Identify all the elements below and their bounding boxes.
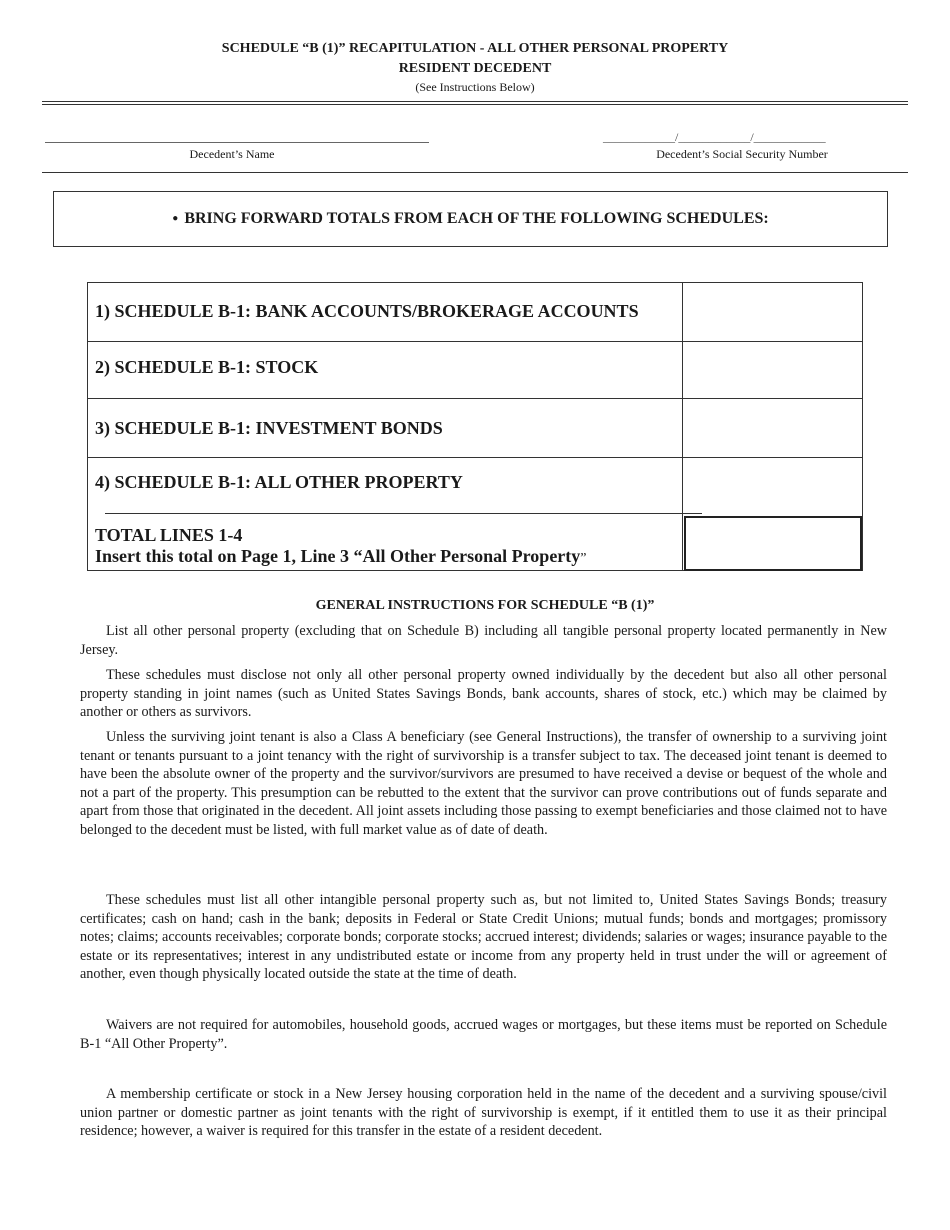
bring-forward-box — [53, 191, 888, 247]
schedule-row-stock — [88, 342, 862, 398]
row-divider — [105, 513, 702, 514]
instruction-paragraph: A membership certificate or stock in a New Jersey housing corporation held in the name of the decedent and a surviving spouse/civil union partner or domestic partner as joint tenants with the right of survivorship is exempt, if it entitled them to use it as their principal residence; however, a waiver is required for this transfer in the estate of a resident decedent. — [80, 1086, 887, 1140]
form-subtitle: (See Instructions Below) — [415, 80, 535, 94]
total-insert-quote: ” — [580, 551, 587, 566]
stock-amount-cell[interactable] — [684, 342, 861, 398]
instruction-paragraph: Unless the surviving joint tenant is also a Class A beneficiary (see General Instructions), the transfer of ownership to a surviving joint tenant or tenants pursuant to a joint tenancy with the right of survivorship is a transfer subject to tax. The deceased joint tenant is deemed to have been the absolute owner of the property and the survivor/survivors are presumed to have received a devise or bequest of the whole and not a part of the property. This presumption can be rebutted to the extent that the survivor can prove contributions out of funds separate and apart from those that originated in the decedent. All joint assets including those passing to exempt beneficiaries and those claimed not to have belonged to the decedent must be listed, with full market value as of date of death. — [80, 729, 887, 838]
all-other-property-amount-cell[interactable] — [684, 458, 861, 515]
schedule-row-label: 4) SCHEDULE B-1: ALL OTHER PROPERTY — [95, 472, 463, 492]
instruction-paragraph: List all other personal property (excluding that on Schedule B) including all tangible personal property located permanently in New Jersey. — [80, 623, 887, 658]
schedule-row-bank-accounts — [88, 283, 862, 341]
instructions-title: GENERAL INSTRUCTIONS FOR SCHEDULE “B (1)” — [315, 598, 655, 613]
header-rule-top — [42, 101, 908, 102]
bullet-icon: ● — [172, 212, 179, 224]
schedule-row-investment-bonds — [88, 399, 862, 457]
schedule-row-label: 3) SCHEDULE B-1: INVESTMENT BONDS — [95, 418, 443, 438]
investment-bonds-amount-cell[interactable] — [684, 399, 861, 457]
bring-forward-text: BRING FORWARD TOTALS FROM EACH OF THE FOLLOWING SCHEDULES: — [184, 210, 769, 227]
decedent-ssn-field[interactable]: ____________/____________/____________ — [603, 130, 826, 144]
decedent-ssn-label: Decedent’s Social Security Number — [656, 147, 828, 161]
decedent-name-field[interactable] — [45, 142, 429, 143]
total-insert-text: Insert this total on Page 1, Line 3 “All Other Personal Property — [95, 546, 581, 566]
schedule-row-label: 1) SCHEDULE B-1: BANK ACCOUNTS/BROKERAGE ACCOUNTS — [95, 301, 639, 321]
header-rule-bottom — [42, 104, 908, 105]
total-insert-note — [95, 546, 587, 569]
section-rule — [42, 172, 908, 173]
instruction-paragraph: These schedules must disclose not only all other personal property owned individually by the decedent but also all other personal property standing in joint names (such as United States Savings Bonds, bank accounts, shares of stock, etc.) which may be claimed by another or others as survivors. — [80, 667, 887, 721]
total-label — [95, 525, 587, 569]
form-title-line2: RESIDENT DECEDENT — [398, 61, 552, 76]
bank-accounts-amount-cell[interactable] — [684, 283, 861, 341]
schedule-row-label: 2) SCHEDULE B-1: STOCK — [95, 357, 319, 377]
schedule-row-all-other-property — [88, 458, 862, 515]
schedule-table — [87, 282, 863, 571]
total-amount-box[interactable] — [684, 516, 862, 571]
form-title: SCHEDULE “B (1)” RECAPITULATION - ALL OTHER PERSONAL PROPERTY — [221, 41, 729, 56]
total-lines-heading: TOTAL LINES 1-4 — [95, 525, 243, 545]
decedent-name-label: Decedent’s Name — [189, 147, 275, 161]
instruction-paragraph: Waivers are not required for automobiles, household goods, accrued wages or mortgages, but these items must be reported on Schedule B-1 “All Other Property”. — [80, 1017, 887, 1052]
instruction-paragraph: These schedules must list all other intangible personal property such as, but not limited to, United States Savings Bonds; treasury certificates; cash on hand; cash in the bank; deposits in Federal or State Credit Unions; mutual funds; bonds and mortgages; promissory notes; claims; accounts receivables; corporate bonds; corporate stocks; accrued interest; dividends; salaries or wages; insurance payable to the estate or its representatives; interest in any undistributed estate or income from any property held in trust under the will or agreement of another, even though physically located outside the state at the time of death. — [80, 892, 887, 983]
